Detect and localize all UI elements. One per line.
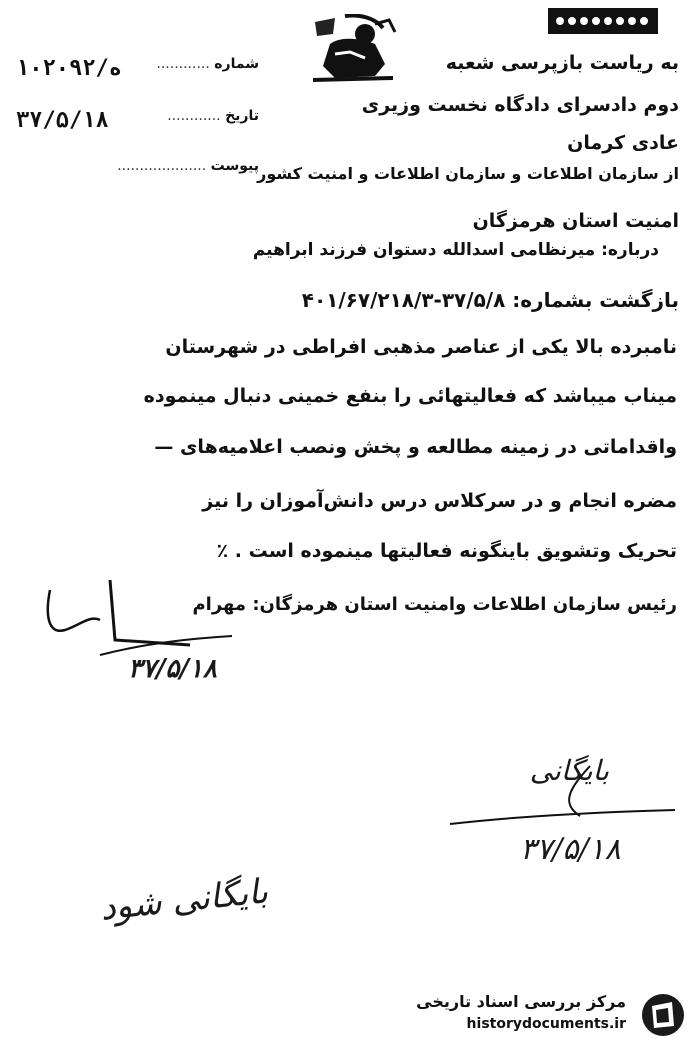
addressee-line-1: به ریاست بازپرسی شعبه	[445, 52, 679, 74]
right-note: بایگانی	[529, 754, 609, 787]
attachment-label: پیوست	[210, 158, 259, 174]
reference-line: بازگشت بشماره: ۳۷/۵/۸-۴۰۱/۶۷/۲۱۸/۳	[301, 288, 679, 312]
date-field: تاریخ ............	[167, 108, 259, 124]
province-line: امنیت استان هرمزگان	[472, 210, 679, 232]
addressee-line-4: از سازمان اطلاعات و سازمان اطلاعات و امنیت کشور	[257, 164, 679, 183]
right-note-date: ۳۷/۵/۱۸	[520, 832, 621, 867]
watermark-title: مرکز بررسی اسناد تاریخی	[416, 992, 626, 1011]
addressee-line-3: عادی کرمان	[567, 132, 679, 154]
paragraph-line-2: میناب میباشد که فعالیتهائی را بنفع خمینی دنبال مینموده	[143, 385, 677, 407]
paragraph-line-5: تحریک وتشویق باینگونه فعالیتها مینموده است . ٪	[216, 540, 677, 562]
date-label: تاریخ	[225, 108, 259, 124]
paragraph-line-3: واقداماتی در زمینه مطالعه و پخش ونصب اعلامیه‌های —	[154, 436, 677, 458]
signature-date: ۳۷/۵/۱۸	[128, 654, 217, 684]
lion-and-sun-emblem-icon	[305, 14, 400, 86]
paragraph-line-1: نامبرده بالا یکی از عناصر مذهبی افراطی در شهرستان	[165, 336, 677, 358]
paragraph-line-4: مضره انجام و در سرکلاس درس دانش‌آموزان را نیز	[202, 490, 677, 512]
subject-line: درباره: میرنظامی اسدالله دستوان فرزند ابراهیم	[252, 240, 659, 260]
watermark-site: historydocuments.ir	[466, 1016, 626, 1032]
attachment-field: پیوست ....................	[117, 158, 259, 174]
addressee-line-2: دوم دادسرای دادگاه نخست وزیری	[361, 94, 679, 116]
date-value: ۳۷/۵/۱۸	[16, 108, 109, 133]
archive-watermark	[416, 990, 688, 1040]
right-note-underline	[440, 758, 680, 838]
number-label: شماره	[214, 56, 259, 72]
archive-logo-icon	[638, 992, 688, 1038]
number-field: شماره ............	[156, 56, 259, 72]
header-ornament	[548, 8, 658, 34]
bottom-note: بایگانی شود	[98, 871, 270, 929]
number-value: ۱ه/۰۲۰۹۲	[16, 56, 122, 81]
signature-line: رئیس سازمان اطلاعات وامنیت استان هرمزگان: مهرام	[192, 594, 677, 615]
